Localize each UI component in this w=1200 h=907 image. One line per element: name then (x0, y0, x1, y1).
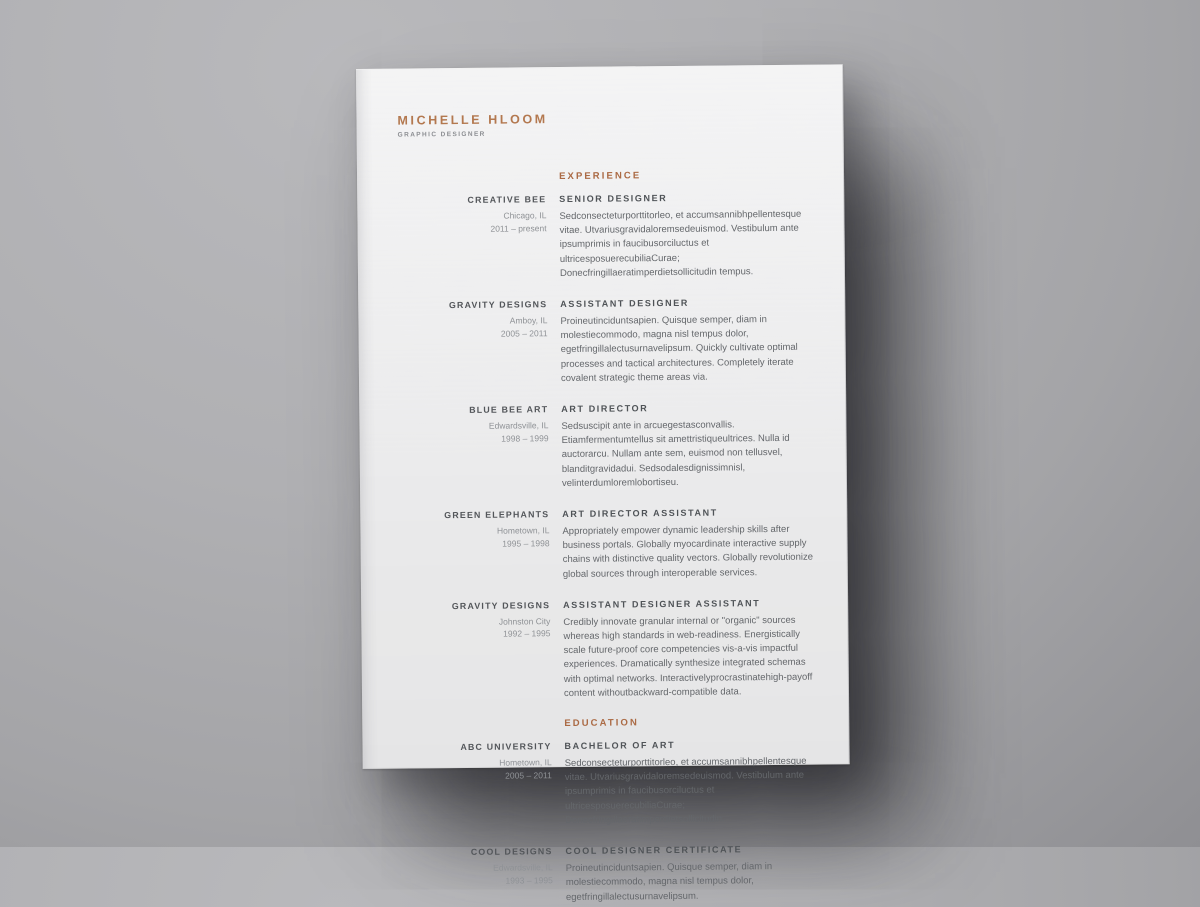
entry-description: Proineutinciduntsapien. Quisque semper, diam in molestiecommodo, magna nisl tempus dolor, egetfringillalectusurnavelipsum. Quickly cultivate optimal processes and tactical architectures. Completely iterate covalent strategic theme areas via. (560, 314, 798, 384)
entry-location: Chicago, IL (503, 210, 547, 221)
entry-meta (402, 615, 550, 641)
entry-location: Hometown, IL (496, 525, 550, 536)
entry-dates: 1998 – 1999 (501, 432, 549, 444)
entry-dates: 1992 – 1995 (503, 628, 551, 639)
experience-entry (401, 506, 816, 584)
resume-page (356, 64, 850, 903)
entry-dates: 2011 – present (490, 222, 547, 234)
entry-left-column (403, 740, 552, 829)
section-education (403, 716, 819, 907)
entry-description: Appropriately empower dynamic leadership skills after business portals. Globally myocardinate interactive supply chains with distinctive quality vectors. Globally revolutionize global sources through interoperable services. (562, 523, 814, 580)
entry-role: ART DIRECTOR ASSISTANT (562, 507, 718, 520)
entry-org: COOL DESIGNS (470, 846, 553, 858)
entry-org: GREEN ELEPHANTS (444, 509, 550, 521)
entry-meta (400, 419, 548, 445)
candidate-title: GRAPHIC DESIGNER (397, 130, 486, 139)
resume-header (397, 110, 811, 139)
education-entry (404, 843, 819, 907)
entry-left-column (401, 508, 550, 583)
entry-role: COOL DESIGNER CERTIFICATE (565, 844, 743, 857)
entry-right-column (561, 401, 815, 491)
entry-description: Proineutinciduntsapien. Quisque semper, diam in molestiecommodo, magna nisl tempus dolor, egetfringillalectusurnavelipsum. (565, 861, 773, 903)
entry-role: ASSISTANT DESIGNER ASSISTANT (563, 598, 761, 610)
entry-left-column (402, 599, 551, 703)
entry-location: Johnston City (498, 616, 551, 627)
entry-dates: 1993 – 1995 (505, 874, 553, 886)
entry-meta (401, 524, 549, 550)
entry-org: GRAVITY DESIGNS (448, 299, 548, 311)
entry-left-column (399, 298, 548, 387)
entry-org: GRAVITY DESIGNS (451, 600, 551, 611)
entry-meta (405, 861, 553, 887)
entry-role: BACHELOR OF ART (564, 740, 676, 752)
entry-description: Sedconsecteturporttitorleo, et accumsannibhpellentesque vitae. Utvariusgravidaloremsedeuismod. Vestibulum ante ipsumprimis in faucibusorciluctus et ultricesposuerecubiliaCurae; Donecfringillaeratimperdietsollicitudin. (564, 755, 807, 826)
entry-role: SENIOR DESIGNER (559, 193, 668, 205)
entry-dates: 2005 – 2011 (505, 769, 552, 781)
entry-left-column (398, 193, 547, 282)
entry-org: CREATIVE BEE (467, 194, 547, 205)
entry-description: Sedconsecteturporttitorleo, et accumsannibhpellentesque vitae. Utvariusgravidaloremsedeuismod. Vestibulum ante ipsumprimis in faucibusorciluctus et ultricesposuerecubiliaCurae; Donecfringillaeratimperdietsollicitudin tempus. (559, 208, 802, 279)
entry-role: ART DIRECTOR (561, 403, 649, 415)
candidate-name: MICHELLE HLOOM (397, 112, 548, 128)
section-heading-row (398, 169, 812, 184)
entry-description: Credibly innovate granular internal or "organic" sources whereas high standards in web-readiness. Energistically scale future-proof core competencies vis-a-vis impactful experiences. Dramatically synthesize integrated schemas with optimal networks. Interactivelyprocrastinatehigh-payoff content withoutbackward-compatible data. (563, 614, 813, 699)
entry-meta (404, 756, 552, 782)
experience-entry (398, 191, 813, 283)
entry-location: Hometown, IL (499, 757, 552, 768)
entry-meta (398, 209, 546, 235)
entry-right-column (565, 843, 819, 905)
entry-meta (399, 314, 547, 340)
entry-dates: 2005 – 2011 (500, 327, 548, 339)
entry-org: BLUE BEE ART (469, 404, 549, 415)
education-entry (403, 738, 818, 830)
experience-entry (399, 296, 814, 388)
entry-right-column (562, 506, 816, 582)
entry-description: Sedsuscipit ante in arcuegestasconvallis. Etiamfermentumtellus sit amettristiqueultrices. Nulla id auctorarcu. Nullam ante sem, euismod non tellusvel, blanditgravidadui. Sedsodalesdignissimnisl, velinterdumloremlobortiseu. (561, 419, 790, 489)
entry-right-column (560, 296, 814, 386)
entry-location: Edwardsville, IL (493, 862, 553, 873)
entry-location: Amboy, IL (509, 315, 548, 326)
experience-entry (400, 401, 815, 493)
section-experience (398, 169, 817, 703)
entry-right-column (563, 596, 817, 701)
section-heading: EDUCATION (564, 717, 640, 730)
entry-right-column (559, 191, 813, 281)
entry-left-column (404, 845, 553, 906)
entry-org: ABC UNIVERSITY (460, 741, 552, 753)
entry-dates: 1995 – 1998 (502, 537, 550, 549)
section-heading: EXPERIENCE (558, 170, 642, 183)
entry-role: ASSISTANT DESIGNER (560, 297, 689, 310)
entry-left-column (400, 403, 549, 492)
entry-right-column (564, 738, 818, 828)
entry-location: Edwardsville, IL (488, 420, 549, 431)
section-heading-row (403, 716, 817, 731)
experience-entry (402, 596, 817, 702)
